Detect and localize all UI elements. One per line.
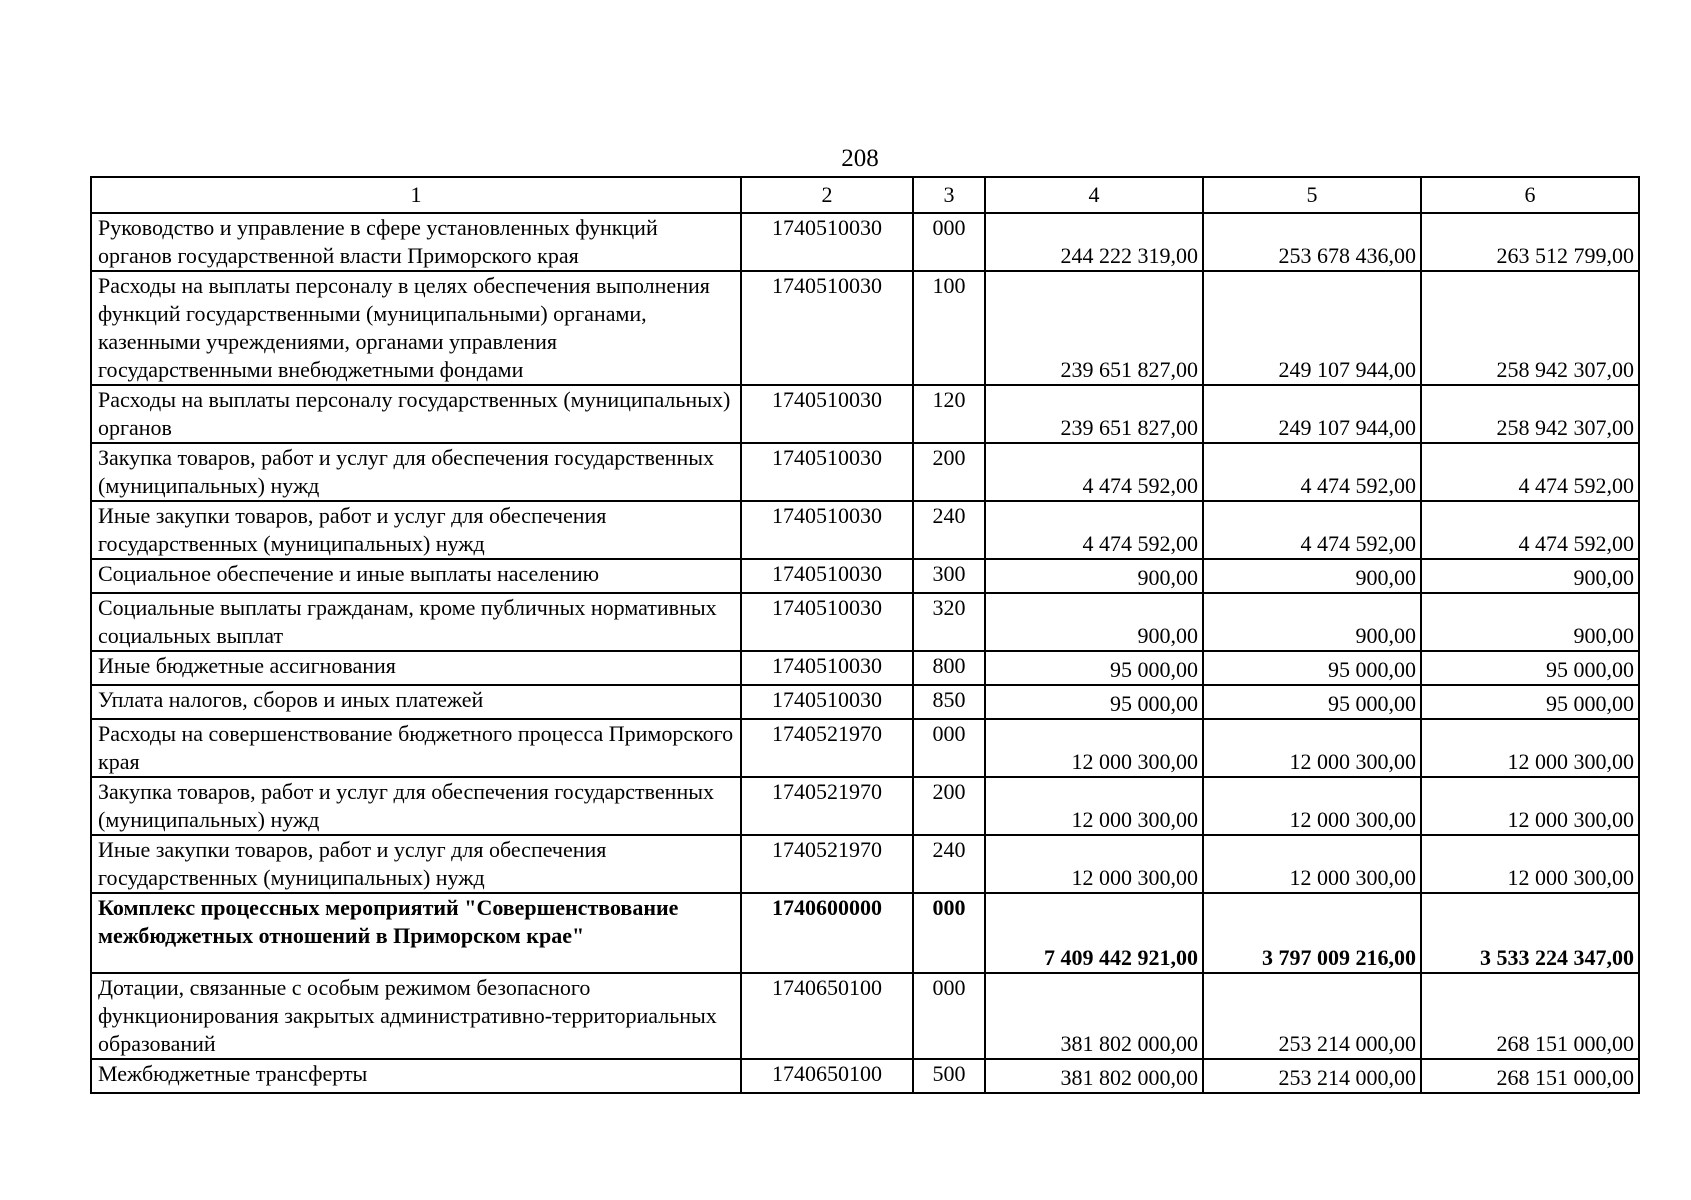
amount-col-4: 381 802 000,00 xyxy=(985,1059,1203,1093)
amount-col-5: 900,00 xyxy=(1203,559,1421,593)
amount-col-5: 249 107 944,00 xyxy=(1203,271,1421,385)
table-row xyxy=(91,777,1639,835)
target-article-code: 1740650100 xyxy=(741,973,913,1059)
table-row xyxy=(91,835,1639,893)
amount-col-6: 268 151 000,00 xyxy=(1421,973,1639,1059)
expense-type-code: 850 xyxy=(913,685,985,719)
table-row xyxy=(91,893,1639,973)
amount-col-5: 4 474 592,00 xyxy=(1203,443,1421,501)
table-row xyxy=(91,685,1639,719)
table-row xyxy=(91,1059,1639,1093)
item-name: Дотации, связанные с особым режимом безопасного функционирования закрытых административно-территориальных образований xyxy=(91,973,741,1059)
item-name: Уплата налогов, сборов и иных платежей xyxy=(91,685,741,719)
item-name: Иные закупки товаров, работ и услуг для обеспечения государственных (муниципальных) нужд xyxy=(91,835,741,893)
amount-col-4: 900,00 xyxy=(985,593,1203,651)
amount-col-5: 4 474 592,00 xyxy=(1203,501,1421,559)
amount-col-4: 239 651 827,00 xyxy=(985,271,1203,385)
table-row xyxy=(91,271,1639,385)
item-name: Расходы на выплаты персоналу государственных (муниципальных) органов xyxy=(91,385,741,443)
target-article-code: 1740510030 xyxy=(741,385,913,443)
expense-type-code: 300 xyxy=(913,559,985,593)
amount-col-5: 95 000,00 xyxy=(1203,685,1421,719)
column-number-row xyxy=(91,177,1639,213)
amount-col-4: 900,00 xyxy=(985,559,1203,593)
amount-col-5: 12 000 300,00 xyxy=(1203,777,1421,835)
amount-col-5: 95 000,00 xyxy=(1203,651,1421,685)
amount-col-6: 95 000,00 xyxy=(1421,685,1639,719)
expense-type-code: 800 xyxy=(913,651,985,685)
table-row xyxy=(91,501,1639,559)
amount-col-4: 4 474 592,00 xyxy=(985,501,1203,559)
amount-col-5: 3 797 009 216,00 xyxy=(1203,893,1421,973)
item-name: Закупка товаров, работ и услуг для обеспечения государственных (муниципальных) нужд xyxy=(91,443,741,501)
amount-col-4: 12 000 300,00 xyxy=(985,777,1203,835)
table-row xyxy=(91,651,1639,685)
amount-col-6: 95 000,00 xyxy=(1421,651,1639,685)
amount-col-6: 12 000 300,00 xyxy=(1421,777,1639,835)
amount-col-5: 253 214 000,00 xyxy=(1203,973,1421,1059)
amount-col-4: 4 474 592,00 xyxy=(985,443,1203,501)
item-name: Иные бюджетные ассигнования xyxy=(91,651,741,685)
target-article-code: 1740521970 xyxy=(741,835,913,893)
table-row xyxy=(91,719,1639,777)
expense-type-code: 120 xyxy=(913,385,985,443)
amount-col-4: 239 651 827,00 xyxy=(985,385,1203,443)
column-header: 6 xyxy=(1421,177,1639,213)
expense-type-code: 240 xyxy=(913,835,985,893)
table-row xyxy=(91,213,1639,271)
table-row xyxy=(91,973,1639,1059)
expense-type-code: 000 xyxy=(913,719,985,777)
column-header: 3 xyxy=(913,177,985,213)
expense-type-code: 200 xyxy=(913,777,985,835)
expense-type-code: 000 xyxy=(913,213,985,271)
table-row xyxy=(91,593,1639,651)
target-article-code: 1740510030 xyxy=(741,559,913,593)
amount-col-4: 95 000,00 xyxy=(985,651,1203,685)
expense-type-code: 000 xyxy=(913,893,985,973)
item-name: Межбюджетные трансферты xyxy=(91,1059,741,1093)
item-name: Руководство и управление в сфере установленных функций органов государственной власти Приморского края xyxy=(91,213,741,271)
amount-col-6: 263 512 799,00 xyxy=(1421,213,1639,271)
item-name: Расходы на выплаты персоналу в целях обеспечения выполнения функций государственными (муниципальными) органами, казенными учреждениями, органами управления государственными внебюджетными фондами xyxy=(91,271,741,385)
target-article-code: 1740510030 xyxy=(741,443,913,501)
amount-col-6: 12 000 300,00 xyxy=(1421,835,1639,893)
expense-type-code: 100 xyxy=(913,271,985,385)
amount-col-5: 253 678 436,00 xyxy=(1203,213,1421,271)
item-name: Расходы на совершенствование бюджетного процесса Приморского края xyxy=(91,719,741,777)
item-name: Социальные выплаты гражданам, кроме публичных нормативных социальных выплат xyxy=(91,593,741,651)
item-name: Закупка товаров, работ и услуг для обеспечения государственных (муниципальных) нужд xyxy=(91,777,741,835)
page-number: 208 xyxy=(841,145,879,172)
budget-table xyxy=(90,176,1640,1094)
table-row xyxy=(91,443,1639,501)
expense-type-code: 000 xyxy=(913,973,985,1059)
expense-type-code: 500 xyxy=(913,1059,985,1093)
amount-col-6: 3 533 224 347,00 xyxy=(1421,893,1639,973)
amount-col-4: 7 409 442 921,00 xyxy=(985,893,1203,973)
amount-col-4: 381 802 000,00 xyxy=(985,973,1203,1059)
target-article-code: 1740510030 xyxy=(741,593,913,651)
amount-col-5: 900,00 xyxy=(1203,593,1421,651)
amount-col-6: 4 474 592,00 xyxy=(1421,443,1639,501)
target-article-code: 1740521970 xyxy=(741,777,913,835)
amount-col-4: 12 000 300,00 xyxy=(985,835,1203,893)
amount-col-4: 12 000 300,00 xyxy=(985,719,1203,777)
target-article-code: 1740600000 xyxy=(741,893,913,973)
target-article-code: 1740521970 xyxy=(741,719,913,777)
target-article-code: 1740510030 xyxy=(741,651,913,685)
target-article-code: 1740510030 xyxy=(741,685,913,719)
item-name: Социальное обеспечение и иные выплаты населению xyxy=(91,559,741,593)
amount-col-4: 95 000,00 xyxy=(985,685,1203,719)
target-article-code: 1740510030 xyxy=(741,213,913,271)
amount-col-5: 12 000 300,00 xyxy=(1203,719,1421,777)
column-header: 1 xyxy=(91,177,741,213)
amount-col-6: 268 151 000,00 xyxy=(1421,1059,1639,1093)
column-header: 4 xyxy=(985,177,1203,213)
column-header: 2 xyxy=(741,177,913,213)
column-header: 5 xyxy=(1203,177,1421,213)
amount-col-6: 4 474 592,00 xyxy=(1421,501,1639,559)
expense-type-code: 200 xyxy=(913,443,985,501)
target-article-code: 1740510030 xyxy=(741,271,913,385)
expense-type-code: 240 xyxy=(913,501,985,559)
amount-col-5: 249 107 944,00 xyxy=(1203,385,1421,443)
amount-col-5: 12 000 300,00 xyxy=(1203,835,1421,893)
table-row xyxy=(91,559,1639,593)
expense-type-code: 320 xyxy=(913,593,985,651)
amount-col-5: 253 214 000,00 xyxy=(1203,1059,1421,1093)
amount-col-6: 258 942 307,00 xyxy=(1421,271,1639,385)
amount-col-6: 258 942 307,00 xyxy=(1421,385,1639,443)
table-row xyxy=(91,385,1639,443)
target-article-code: 1740510030 xyxy=(741,501,913,559)
item-name: Иные закупки товаров, работ и услуг для обеспечения государственных (муниципальных) нужд xyxy=(91,501,741,559)
target-article-code: 1740650100 xyxy=(741,1059,913,1093)
amount-col-6: 12 000 300,00 xyxy=(1421,719,1639,777)
item-name: Комплекс процессных мероприятий "Совершенствование межбюджетных отношений в Приморском крае" xyxy=(91,893,741,973)
amount-col-4: 244 222 319,00 xyxy=(985,213,1203,271)
amount-col-6: 900,00 xyxy=(1421,559,1639,593)
amount-col-6: 900,00 xyxy=(1421,593,1639,651)
